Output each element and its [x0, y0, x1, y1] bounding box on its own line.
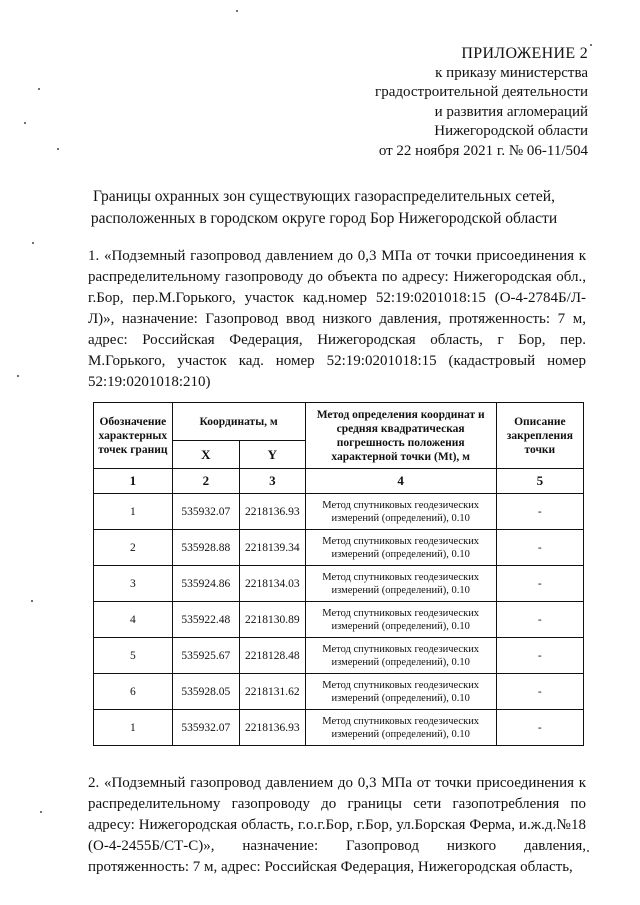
scan-speck	[24, 122, 26, 124]
scan-speck	[38, 88, 40, 90]
cell-method: Метод спутниковых геодезических измерений (определений), 0.10	[305, 602, 496, 638]
section-2-text: 2. «Подземный газопровод давлением до 0,3 МПа от точки присоединения к распределительному газопроводу до границы сети газопотребления по адресу: Нижегородская область, г.о.г.Бор, г.Бор, ул.Борская Ферма, и.ж.д.№18 (О-4-2455Б/СТ-С)», назначение: Газопровод низкого давления, протяженность: 7 м, адрес: Российская Федерация, Нижегородская область,	[88, 775, 586, 875]
appendix-heading: ПРИЛОЖЕНИЕ 2	[461, 45, 588, 62]
cell-y: 2218139.34	[240, 530, 306, 566]
column-number: 1	[94, 469, 173, 494]
cell-point: 6	[94, 674, 173, 710]
scan-speck	[590, 44, 592, 46]
cell-x: 535925.67	[172, 638, 239, 674]
column-number: 4	[305, 469, 496, 494]
cell-x: 535928.88	[172, 530, 239, 566]
scan-speck	[32, 242, 34, 244]
header-method: Метод определения координат и средняя квадратическая погрешность положения характерной точки (Mt), м	[305, 403, 496, 469]
cell-desc: -	[496, 710, 583, 746]
table-row	[94, 602, 584, 638]
column-number-row	[94, 469, 584, 494]
cell-y: 2218136.93	[240, 710, 306, 746]
header-description: Описание закрепления точки	[496, 403, 583, 469]
cell-point: 2	[94, 530, 173, 566]
table-row	[94, 710, 584, 746]
cell-method: Метод спутниковых геодезических измерений (определений), 0.10	[305, 638, 496, 674]
appendix-line: к приказу министерства	[435, 64, 588, 81]
cell-method: Метод спутниковых геодезических измерений (определений), 0.10	[305, 566, 496, 602]
cell-point: 1	[94, 494, 173, 530]
header-coordinates: Координаты, м	[172, 403, 305, 441]
cell-desc: -	[496, 566, 583, 602]
header-x: X	[172, 441, 239, 469]
cell-desc: -	[496, 674, 583, 710]
cell-y: 2218131.62	[240, 674, 306, 710]
section-1-text: 1. «Подземный газопровод давлением до 0,3 МПа от точки присоединения к распределительному газопроводу до объекта по адресу: Нижегородская обл., г.Бор, пер.М.Горького, участок кад.номер 52:19:0201018:15 (О-4-2784Б/Л-Л)», назначение: Газопровод ввод низкого давления, протяженность: 7 м, адрес: Российская Федерация, Нижегородская область, г Бор, пер. М.Горького, участок кад. номер 52:19:0201018:15 (кадастровый номер 52:19:0201018:210)	[88, 248, 586, 390]
cell-x: 535932.07	[172, 710, 239, 746]
cell-y: 2218134.03	[240, 566, 306, 602]
cell-desc: -	[496, 530, 583, 566]
cell-y: 2218130.89	[240, 602, 306, 638]
scan-speck	[17, 375, 19, 377]
table-header-row	[94, 403, 584, 441]
table-row	[94, 566, 584, 602]
appendix-line: и развития агломераций	[434, 103, 588, 120]
column-number: 3	[240, 469, 306, 494]
cell-point: 1	[94, 710, 173, 746]
title-line: Границы охранных зон существующих газораспределительных сетей,	[93, 188, 555, 205]
cell-method: Метод спутниковых геодезических измерений (определений), 0.10	[305, 710, 496, 746]
scan-speck	[587, 850, 589, 852]
appendix-line: Нижегородской области	[434, 123, 588, 139]
cell-x: 535924.86	[172, 566, 239, 602]
table-row	[94, 674, 584, 710]
cell-point: 3	[94, 566, 173, 602]
cell-x: 535922.48	[172, 602, 239, 638]
table-row	[94, 530, 584, 566]
cell-point: 5	[94, 638, 173, 674]
cell-y: 2218136.93	[240, 494, 306, 530]
table-row	[94, 494, 584, 530]
cell-y: 2218128.48	[240, 638, 306, 674]
scan-speck	[57, 148, 59, 150]
scan-speck	[236, 10, 238, 12]
cell-desc: -	[496, 602, 583, 638]
coordinates-table	[93, 402, 584, 746]
cell-desc: -	[496, 494, 583, 530]
title-line: расположенных в городском округе город Бор Нижегородской области	[90, 210, 558, 227]
table-row	[94, 638, 584, 674]
document-title	[60, 186, 588, 230]
column-number: 2	[172, 469, 239, 494]
cell-x: 535928.05	[172, 674, 239, 710]
cell-point: 4	[94, 602, 173, 638]
header-y: Y	[240, 441, 306, 469]
cell-method: Метод спутниковых геодезических измерений (определений), 0.10	[305, 530, 496, 566]
cell-desc: -	[496, 638, 583, 674]
column-number: 5	[496, 469, 583, 494]
appendix-order-date: от 22 ноября 2021 г. № 06-11/504	[378, 142, 588, 159]
scan-speck	[31, 600, 33, 602]
appendix-line: градостроительной деятельности	[375, 84, 588, 100]
cell-x: 535932.07	[172, 494, 239, 530]
appendix-block	[375, 44, 588, 161]
cell-method: Метод спутниковых геодезических измерений (определений), 0.10	[305, 674, 496, 710]
header-designation: Обозначение характерных точек границ	[94, 403, 173, 469]
scan-speck	[40, 811, 42, 813]
cell-method: Метод спутниковых геодезических измерений (определений), 0.10	[305, 494, 496, 530]
